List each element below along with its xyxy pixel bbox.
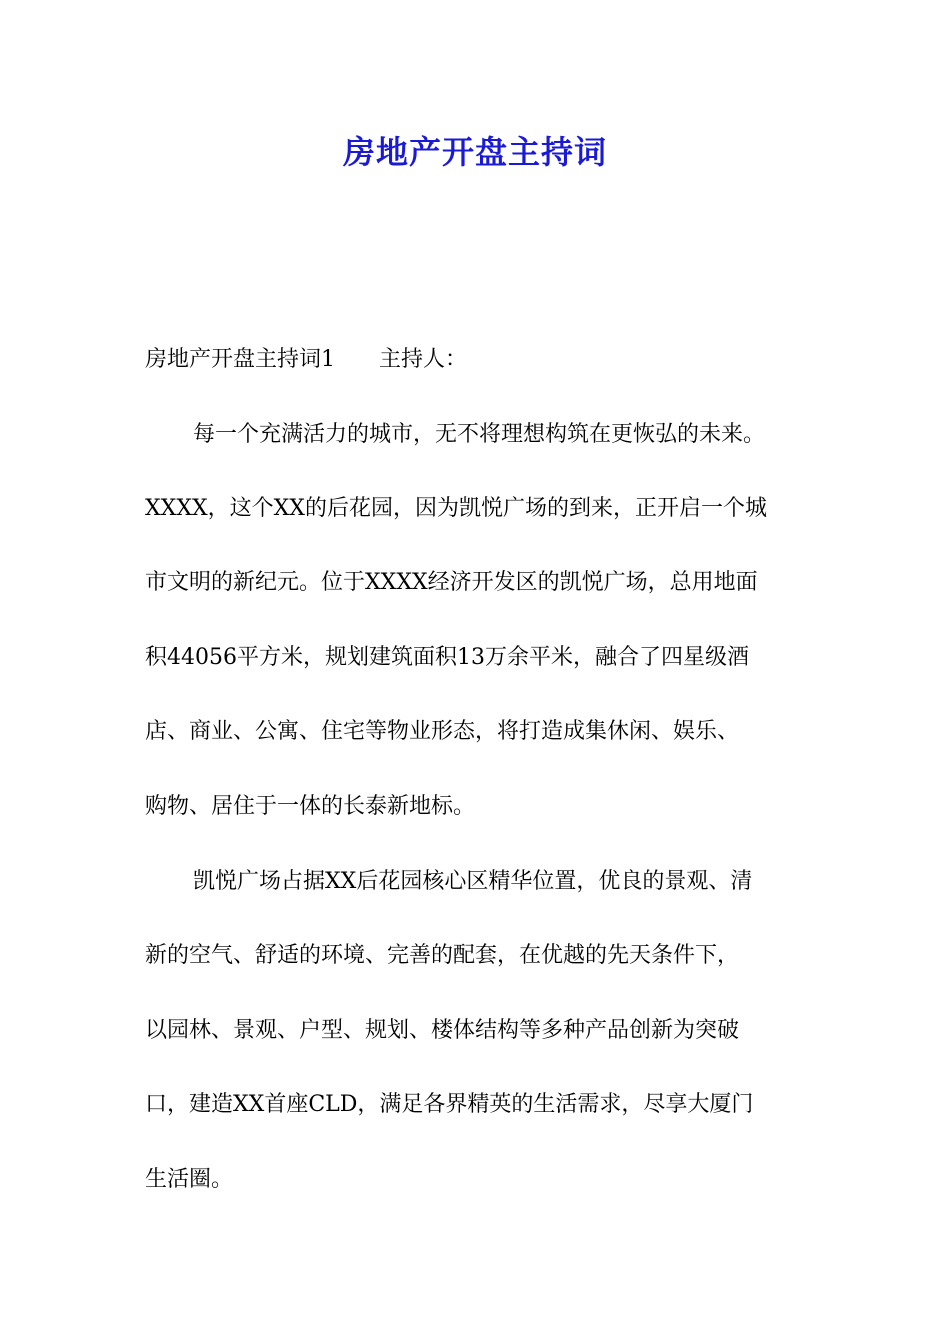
paragraph-line: 凯悦广场占据XX后花园核心区精华位置，优良的景观、清 — [193, 869, 753, 894]
section-heading — [145, 345, 825, 375]
paragraph-line: 店、商业、公寓、住宅等物业形态，将打造成集休闲、娱乐、 — [145, 719, 740, 744]
document-title: 房地产开盘主持词 — [342, 133, 607, 171]
paragraph-line: 生活圈。 — [145, 1167, 234, 1192]
section-heading-label: 房地产开盘主持词1 — [145, 347, 335, 372]
paragraph-line: 新的空气、舒适的环境、完善的配套，在优越的先天条件下， — [145, 943, 740, 968]
paragraph-line: 积44056平方米，规划建筑面积13万余平米，融合了四星级酒 — [145, 645, 749, 670]
paragraph-line: 市文明的新纪元。位于XXXX经济开发区的凯悦广场，总用地面 — [145, 570, 758, 595]
paragraph-line: XXXX，这个XX的后花园，因为凯悦广场的到来，正开启一个城 — [145, 496, 767, 521]
paragraph-line: 购物、居住于一体的长泰新地标。 — [145, 794, 476, 819]
host-label: 主持人： — [379, 347, 468, 372]
paragraph-line: 以园林、景观、户型、规划、楼体结构等多种产品创新为突破 — [145, 1018, 740, 1043]
paragraph-line: 口，建造XX首座CLD，满足各界精英的生活需求，尽享大厦门 — [145, 1092, 754, 1117]
paragraph-line: 每一个充满活力的城市，无不将理想构筑在更恢弘的未来。 — [193, 422, 766, 447]
